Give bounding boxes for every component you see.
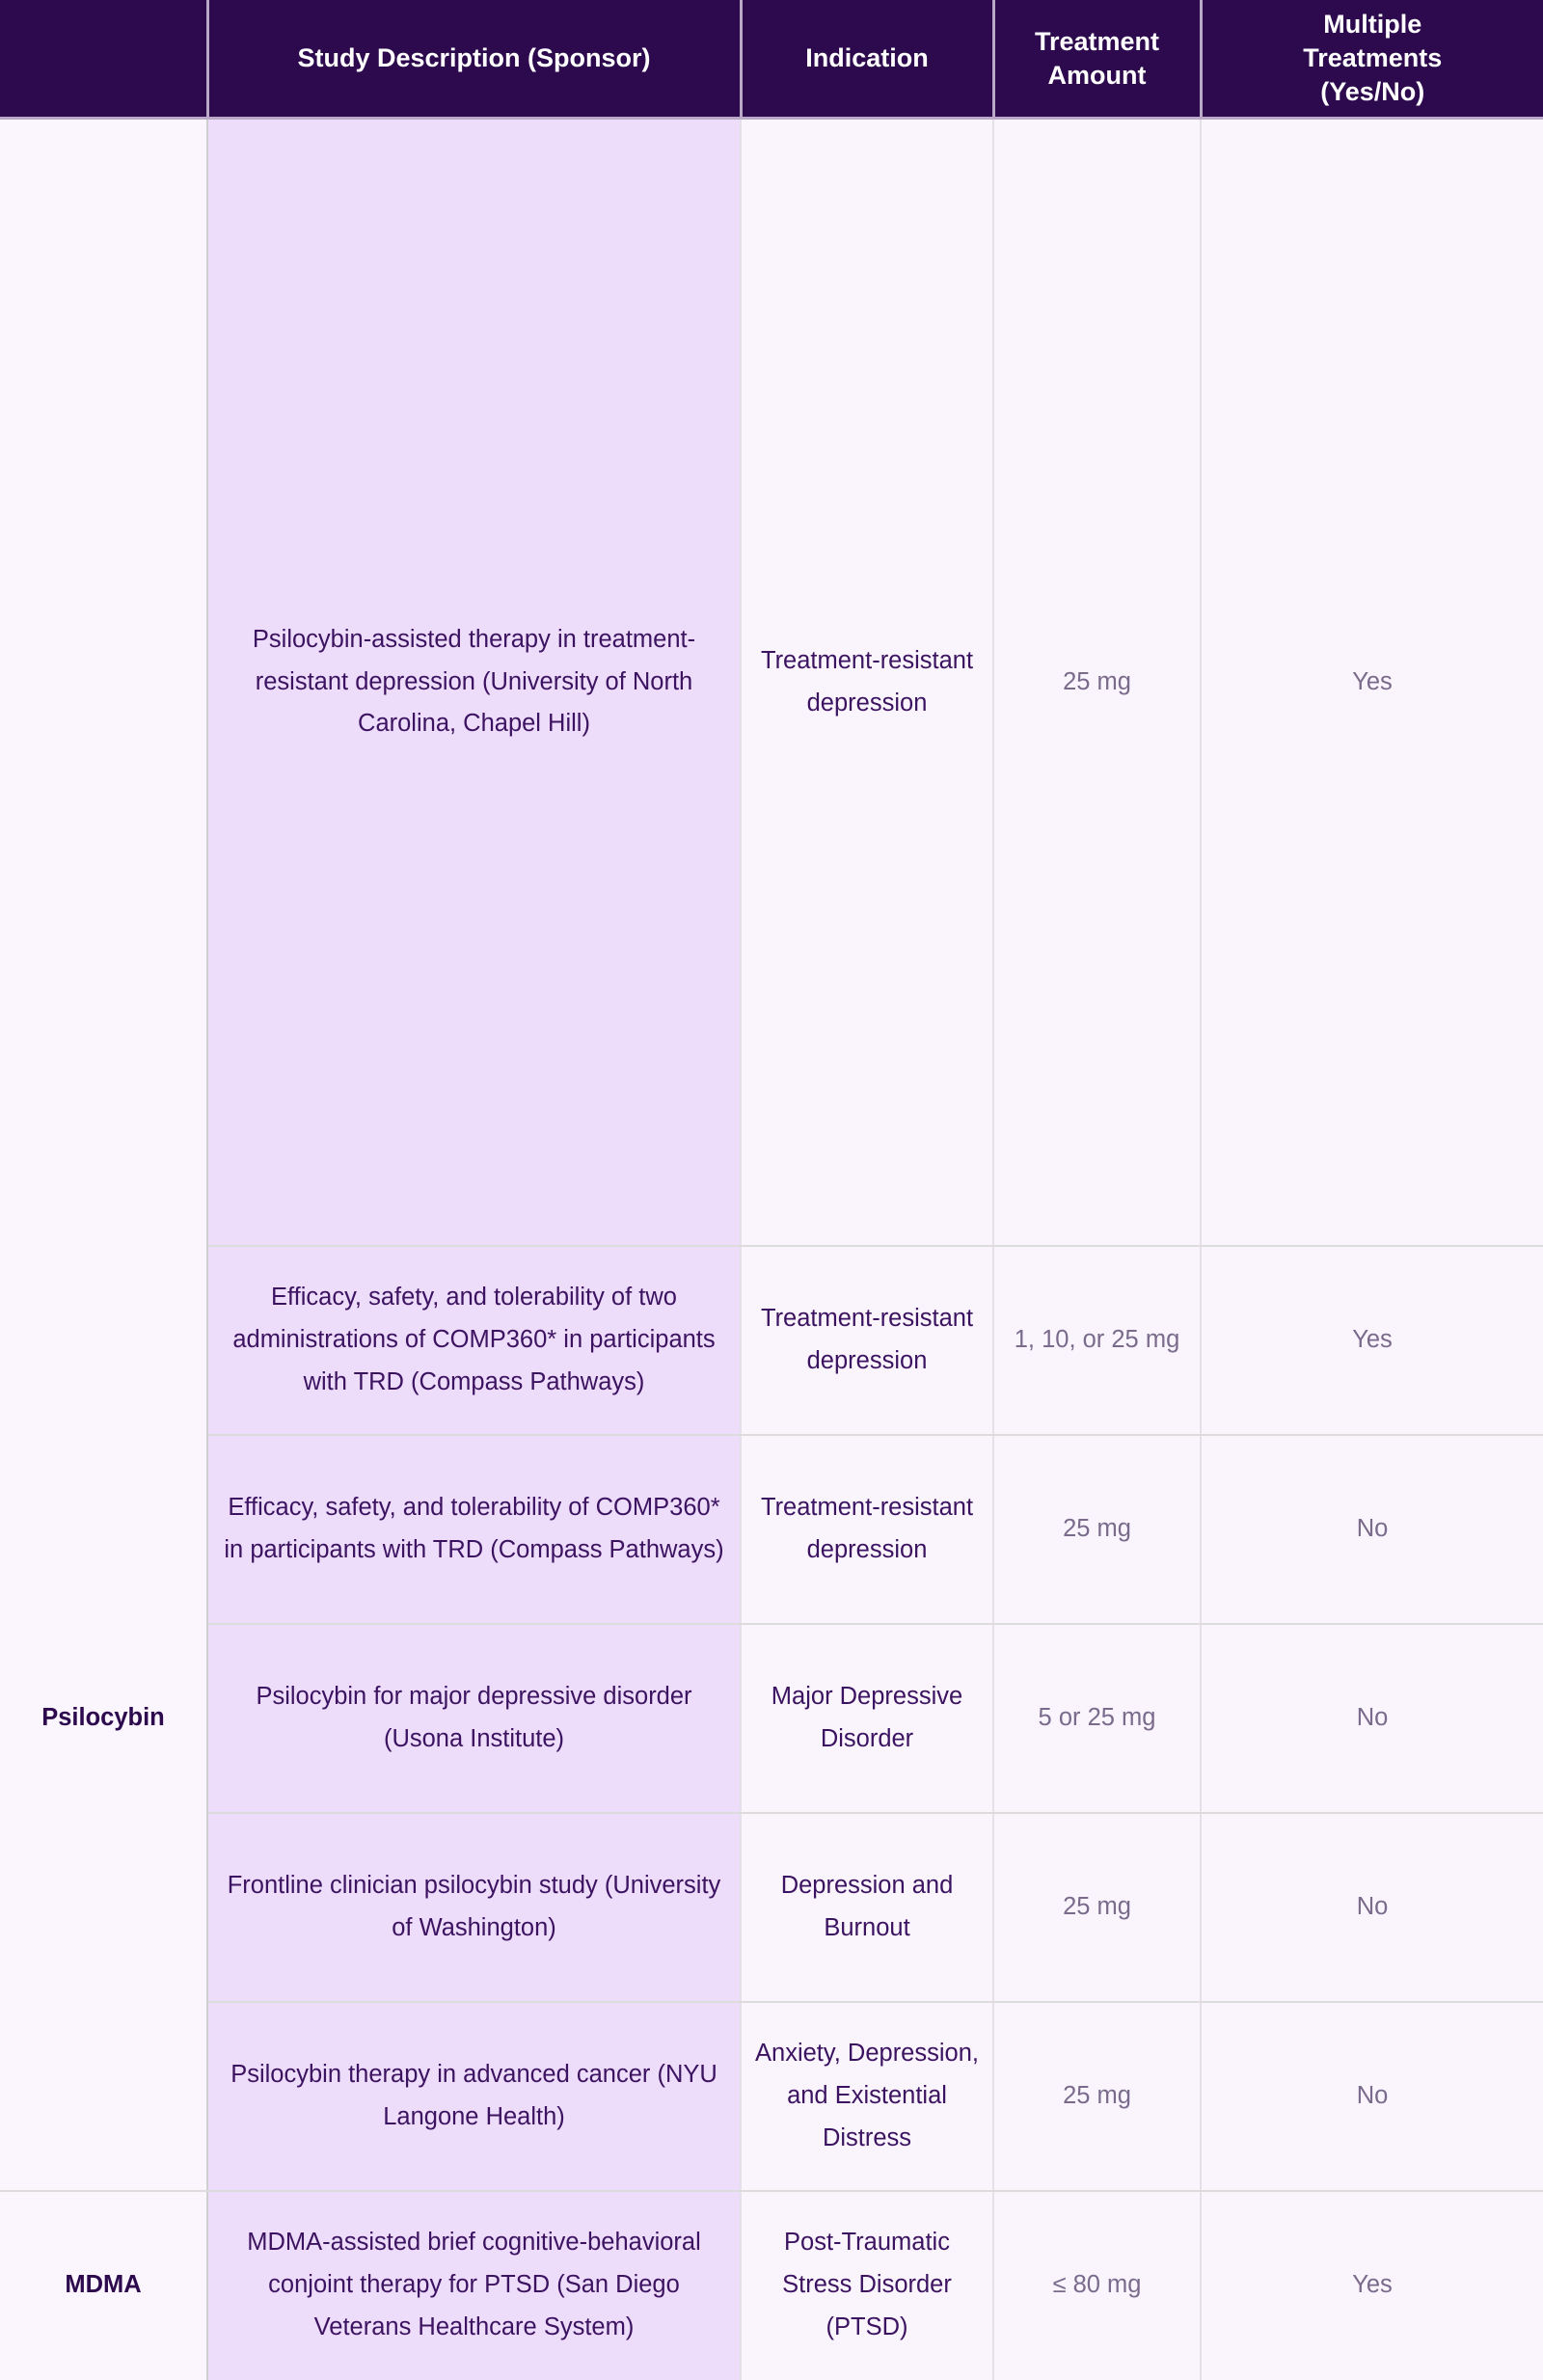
cell-study-description: Psilocybin therapy in advanced cancer (NYU Langone Health) — [207, 2002, 741, 2191]
header-treatment-amount-line2: Amount — [1047, 60, 1147, 90]
cell-indication: Treatment-resistant depression — [741, 1435, 993, 1624]
cell-treatment-amount: ≤ 80 mg — [993, 2191, 1201, 2380]
cell-treatment-amount: 25 mg — [993, 119, 1201, 1246]
table-row — [0, 1435, 1543, 1624]
cell-study-description: MDMA-assisted brief cognitive-behavioral conjoint therapy for PTSD (San Diego Veterans Healthcare System) — [207, 2191, 741, 2380]
cell-treatment-amount: 5 or 25 mg — [993, 1624, 1201, 1813]
cell-multiple-treatments: No — [1201, 1435, 1543, 1624]
category-label-psilocybin: Psilocybin — [0, 1624, 207, 1813]
table-row — [0, 1813, 1543, 2002]
category-cell-psilocybin — [0, 119, 207, 1246]
category-cell-mdma: MDMA — [0, 2191, 207, 2380]
category-cell-spacer — [0, 1813, 207, 2002]
category-cell-spacer — [0, 1435, 207, 1624]
cell-study-description: Psilocybin-assisted therapy in treatment-resistant depression (University of North Carolina, Chapel Hill) — [207, 119, 741, 1246]
cell-treatment-amount: 25 mg — [993, 1813, 1201, 2002]
category-cell-spacer — [0, 1246, 207, 1435]
header-multiple-line3: (Yes/No) — [1320, 77, 1425, 107]
header-cell-category — [0, 0, 207, 119]
cell-multiple-treatments: No — [1201, 1624, 1543, 1813]
cell-multiple-treatments: Yes — [1201, 2191, 1543, 2380]
header-cell-study-description: Study Description (Sponsor) — [207, 0, 741, 119]
header-cell-treatment-amount — [993, 0, 1201, 119]
header-cell-indication: Indication — [741, 0, 993, 119]
cell-indication: Major Depressive Disorder — [741, 1624, 993, 1813]
cell-treatment-amount: 25 mg — [993, 1435, 1201, 1624]
cell-multiple-treatments: No — [1201, 1813, 1543, 2002]
table-row — [0, 2191, 1543, 2380]
cell-indication: Treatment-resistant depression — [741, 119, 993, 1246]
cell-indication: Anxiety, Depression, and Existential Distress — [741, 2002, 993, 2191]
header-treatment-amount-line1: Treatment — [1034, 26, 1160, 56]
cell-study-description: Efficacy, safety, and tolerability of COMP360* in participants with TRD (Compass Pathways) — [207, 1435, 741, 1624]
cell-multiple-treatments: Yes — [1201, 1246, 1543, 1435]
cell-treatment-amount: 25 mg — [993, 2002, 1201, 2191]
cell-multiple-treatments: Yes — [1201, 119, 1543, 1246]
header-multiple-line2: Treatments — [1303, 43, 1443, 73]
header-cell-multiple-treatments — [1201, 0, 1543, 119]
table-header-row — [0, 0, 1543, 119]
cell-study-description: Frontline clinician psilocybin study (University of Washington) — [207, 1813, 741, 2002]
cell-indication: Post-Traumatic Stress Disorder (PTSD) — [741, 2191, 993, 2380]
cell-treatment-amount: 1, 10, or 25 mg — [993, 1246, 1201, 1435]
category-cell-spacer — [0, 2002, 207, 2191]
cell-multiple-treatments: No — [1201, 2002, 1543, 2191]
cell-indication: Depression and Burnout — [741, 1813, 993, 2002]
cell-study-description: Psilocybin for major depressive disorder (Usona Institute) — [207, 1624, 741, 1813]
table-row — [0, 2002, 1543, 2191]
header-multiple-line1: Multiple — [1323, 10, 1422, 39]
cell-indication: Treatment-resistant depression — [741, 1246, 993, 1435]
cell-study-description: Efficacy, safety, and tolerability of two administrations of COMP360* in participants with TRD (Compass Pathways) — [207, 1246, 741, 1435]
table-row — [0, 119, 1543, 1246]
table-row — [0, 1624, 1543, 1813]
table-row — [0, 1246, 1543, 1435]
